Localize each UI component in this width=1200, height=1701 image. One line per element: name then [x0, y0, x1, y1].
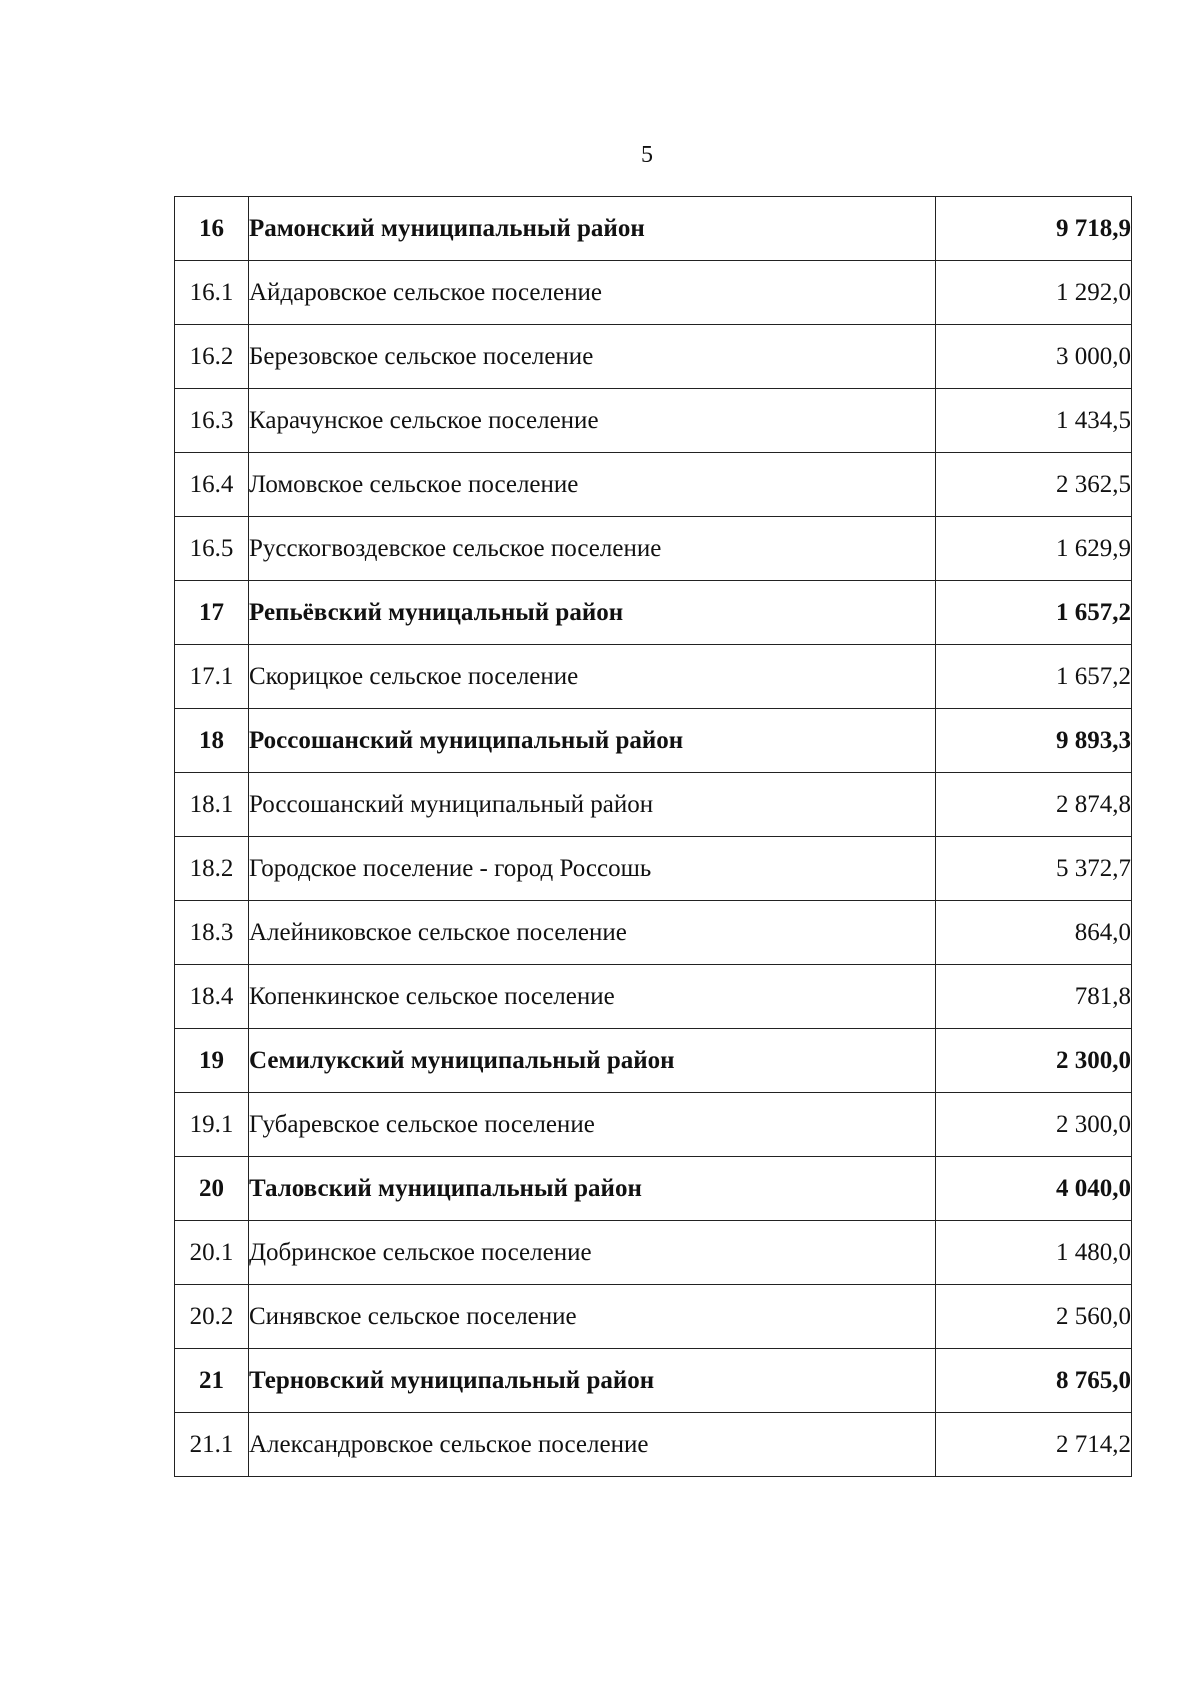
row-number-cell: 18.4 [175, 965, 249, 1029]
row-number-cell: 16.1 [175, 261, 249, 325]
district-total-row [175, 709, 1132, 773]
row-amount-cell: 1 657,2 [936, 581, 1132, 645]
row-amount-cell: 4 040,0 [936, 1157, 1132, 1221]
row-number-cell: 17.1 [175, 645, 249, 709]
page-number-text: 5 [641, 142, 653, 168]
row-amount-cell: 2 560,0 [936, 1285, 1132, 1349]
settlement-row [175, 389, 1132, 453]
row-number-cell: 21 [175, 1349, 249, 1413]
row-amount-cell: 9 718,9 [936, 197, 1132, 261]
row-number-cell: 20 [175, 1157, 249, 1221]
settlement-row [175, 517, 1132, 581]
row-amount-cell: 1 480,0 [936, 1221, 1132, 1285]
row-name-cell: Карачунское сельское поселение [249, 389, 936, 453]
row-number-cell: 20.1 [175, 1221, 249, 1285]
settlement-row [175, 261, 1132, 325]
district-total-row [175, 1157, 1132, 1221]
row-number-cell: 16.3 [175, 389, 249, 453]
row-name-cell: Русскогвоздевское сельское поселение [249, 517, 936, 581]
row-amount-cell: 2 874,8 [936, 773, 1132, 837]
row-amount-cell: 2 362,5 [936, 453, 1132, 517]
row-amount-cell: 1 657,2 [936, 645, 1132, 709]
settlement-row [175, 1413, 1132, 1477]
row-name-cell: Скорицкое сельское поселение [249, 645, 936, 709]
row-number-cell: 18.2 [175, 837, 249, 901]
row-number-cell: 16.2 [175, 325, 249, 389]
row-amount-cell: 3 000,0 [936, 325, 1132, 389]
table-body [175, 197, 1132, 1477]
settlement-row [175, 325, 1132, 389]
row-amount-cell: 781,8 [936, 965, 1132, 1029]
row-amount-cell: 9 893,3 [936, 709, 1132, 773]
row-number-cell: 19.1 [175, 1093, 249, 1157]
row-name-cell: Айдаровское сельское поселение [249, 261, 936, 325]
row-amount-cell: 8 765,0 [936, 1349, 1132, 1413]
allocation-table [174, 196, 1132, 1477]
row-amount-cell: 2 300,0 [936, 1029, 1132, 1093]
row-name-cell: Репьёвский муницальный район [249, 581, 936, 645]
settlement-row [175, 1285, 1132, 1349]
row-amount-cell: 864,0 [936, 901, 1132, 965]
row-name-cell: Семилукский муниципальный район [249, 1029, 936, 1093]
row-name-cell: Россошанский муниципальный район [249, 709, 936, 773]
row-name-cell: Ломовское сельское поселение [249, 453, 936, 517]
settlement-row [175, 453, 1132, 517]
settlement-row [175, 965, 1132, 1029]
settlement-row [175, 901, 1132, 965]
row-amount-cell: 5 372,7 [936, 837, 1132, 901]
district-total-row [175, 197, 1132, 261]
row-amount-cell: 1 292,0 [936, 261, 1132, 325]
row-number-cell: 20.2 [175, 1285, 249, 1349]
row-name-cell: Таловский муниципальный район [249, 1157, 936, 1221]
settlement-row [175, 1093, 1132, 1157]
row-amount-cell: 2 714,2 [936, 1413, 1132, 1477]
settlement-row [175, 837, 1132, 901]
row-number-cell: 18.3 [175, 901, 249, 965]
row-number-cell: 18 [175, 709, 249, 773]
row-name-cell: Алейниковское сельское поселение [249, 901, 936, 965]
settlement-row [175, 1221, 1132, 1285]
row-number-cell: 17 [175, 581, 249, 645]
district-total-row [175, 581, 1132, 645]
row-number-cell: 16 [175, 197, 249, 261]
row-number-cell: 21.1 [175, 1413, 249, 1477]
row-number-cell: 16.5 [175, 517, 249, 581]
row-name-cell: Синявское сельское поселение [249, 1285, 936, 1349]
row-amount-cell: 1 434,5 [936, 389, 1132, 453]
row-name-cell: Александровское сельское поселение [249, 1413, 936, 1477]
district-total-row [175, 1349, 1132, 1413]
row-name-cell: Рамонский муниципальный район [249, 197, 936, 261]
district-total-row [175, 1029, 1132, 1093]
row-amount-cell: 1 629,9 [936, 517, 1132, 581]
row-name-cell: Губаревское сельское поселение [249, 1093, 936, 1157]
row-number-cell: 19 [175, 1029, 249, 1093]
settlement-row [175, 645, 1132, 709]
row-name-cell: Копенкинское сельское поселение [249, 965, 936, 1029]
row-name-cell: Терновский муниципальный район [249, 1349, 936, 1413]
row-name-cell: Городское поселение - город Россошь [249, 837, 936, 901]
row-amount-cell: 2 300,0 [936, 1093, 1132, 1157]
row-name-cell: Добринское сельское поселение [249, 1221, 936, 1285]
row-number-cell: 16.4 [175, 453, 249, 517]
page-number [94, 142, 1200, 169]
row-number-cell: 18.1 [175, 773, 249, 837]
row-name-cell: Березовское сельское поселение [249, 325, 936, 389]
settlement-row [175, 773, 1132, 837]
row-name-cell: Россошанский муниципальный район [249, 773, 936, 837]
